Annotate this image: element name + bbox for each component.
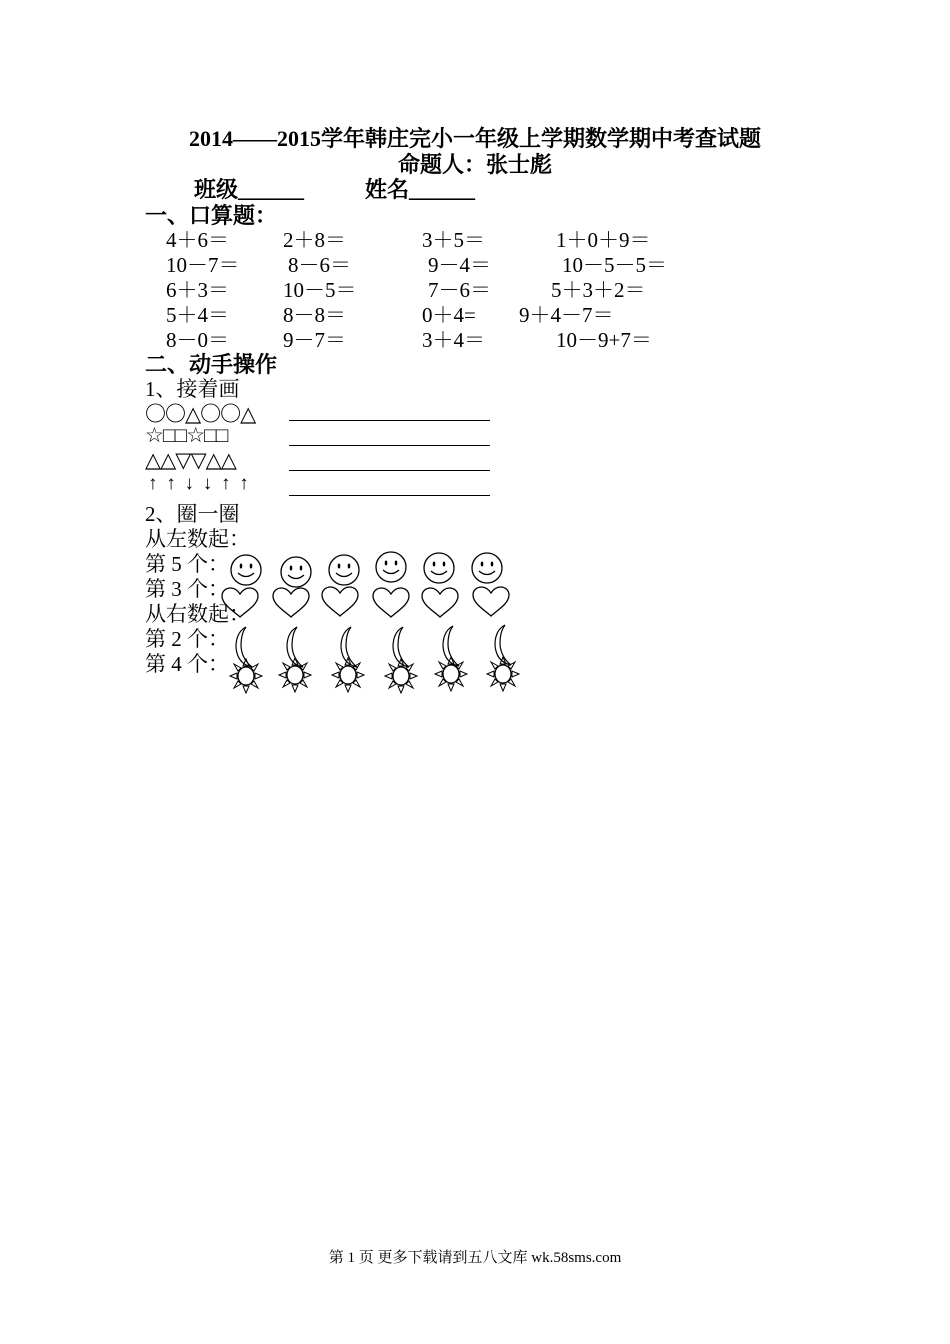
equation: 3＋4＝ [422, 328, 485, 352]
pattern-stars-squares: ☆□□☆□□ [145, 423, 228, 447]
author-line: 命题人：张士彪 [397, 152, 552, 177]
equation: 9－7＝ [283, 328, 346, 352]
answer-line[interactable] [289, 445, 490, 446]
smiley-icon[interactable] [470, 551, 504, 585]
equation: 8－6＝ [288, 253, 351, 277]
class-field: 班级______ [194, 177, 305, 202]
sun-icon[interactable] [278, 657, 312, 693]
smiley-icon[interactable] [374, 550, 408, 584]
heart-icon[interactable] [471, 586, 511, 618]
equation: 6＋3＝ [166, 278, 229, 302]
equation: 10－9+7＝ [556, 328, 652, 352]
sun-icon[interactable] [486, 656, 520, 692]
heart-icon[interactable] [220, 587, 260, 619]
pattern-triangles: △△▽▽△△ [145, 448, 236, 472]
pattern-arrows: ↑ ↑ ↓ ↓ ↑ ↑ [148, 473, 251, 494]
smiley-icon[interactable] [279, 555, 313, 589]
name-field: 姓名______ [365, 177, 476, 202]
from-left-label: 从左数起： [145, 527, 250, 551]
page-title: 2014——2015学年韩庄完小一年级上学期数学期中考查试题 [188, 126, 761, 151]
equation: 0＋4= [422, 303, 476, 327]
smiley-icon[interactable] [327, 553, 361, 587]
part-1-label: 1、接着画 [145, 377, 240, 401]
second-label: 第 2 个： [145, 627, 229, 651]
fourth-label: 第 4 个： [145, 652, 229, 676]
from-right-label: 从右数起： [145, 602, 250, 626]
equation: 9＋4－7＝ [519, 303, 614, 327]
equation: 10－5＝ [283, 278, 357, 302]
sun-icon[interactable] [331, 657, 365, 693]
pattern-circles-triangles: 〇〇△〇〇△ [145, 402, 256, 426]
equation: 5＋4＝ [166, 303, 229, 327]
page-footer: 第 1 页 更多下载请到五八文库 wk.58sms.com [328, 1250, 622, 1266]
heart-icon[interactable] [320, 586, 360, 618]
equation: 3＋5＝ [422, 228, 485, 252]
third-label: 第 3 个： [145, 577, 229, 601]
equation: 10－7＝ [166, 253, 240, 277]
equation: 5＋3＋2＝ [551, 278, 646, 302]
answer-line[interactable] [289, 420, 490, 421]
sun-icon[interactable] [229, 658, 263, 694]
heart-icon[interactable] [271, 587, 311, 619]
fifth-label: 第 5 个： [145, 552, 229, 576]
smiley-icon[interactable] [229, 553, 263, 587]
answer-line[interactable] [289, 495, 490, 496]
equation: 8－8＝ [283, 303, 346, 327]
section-2-heading: 二、动手操作 [145, 352, 278, 377]
sun-icon[interactable] [434, 656, 468, 692]
sun-icon[interactable] [384, 658, 418, 694]
equation: 2＋8＝ [283, 228, 346, 252]
equation: 9－4＝ [428, 253, 491, 277]
part-2-label: 2、圈一圈 [145, 502, 240, 526]
equation: 10－5－5＝ [562, 253, 667, 277]
equation: 4＋6＝ [166, 228, 229, 252]
equation: 8－0＝ [166, 328, 229, 352]
heart-icon[interactable] [420, 587, 460, 619]
equation: 7－6＝ [428, 278, 491, 302]
section-1-heading: 一、口算题： [145, 203, 278, 228]
answer-line[interactable] [289, 470, 490, 471]
equation: 1＋0＋9＝ [556, 228, 651, 252]
heart-icon[interactable] [371, 587, 411, 619]
smiley-icon[interactable] [422, 551, 456, 585]
